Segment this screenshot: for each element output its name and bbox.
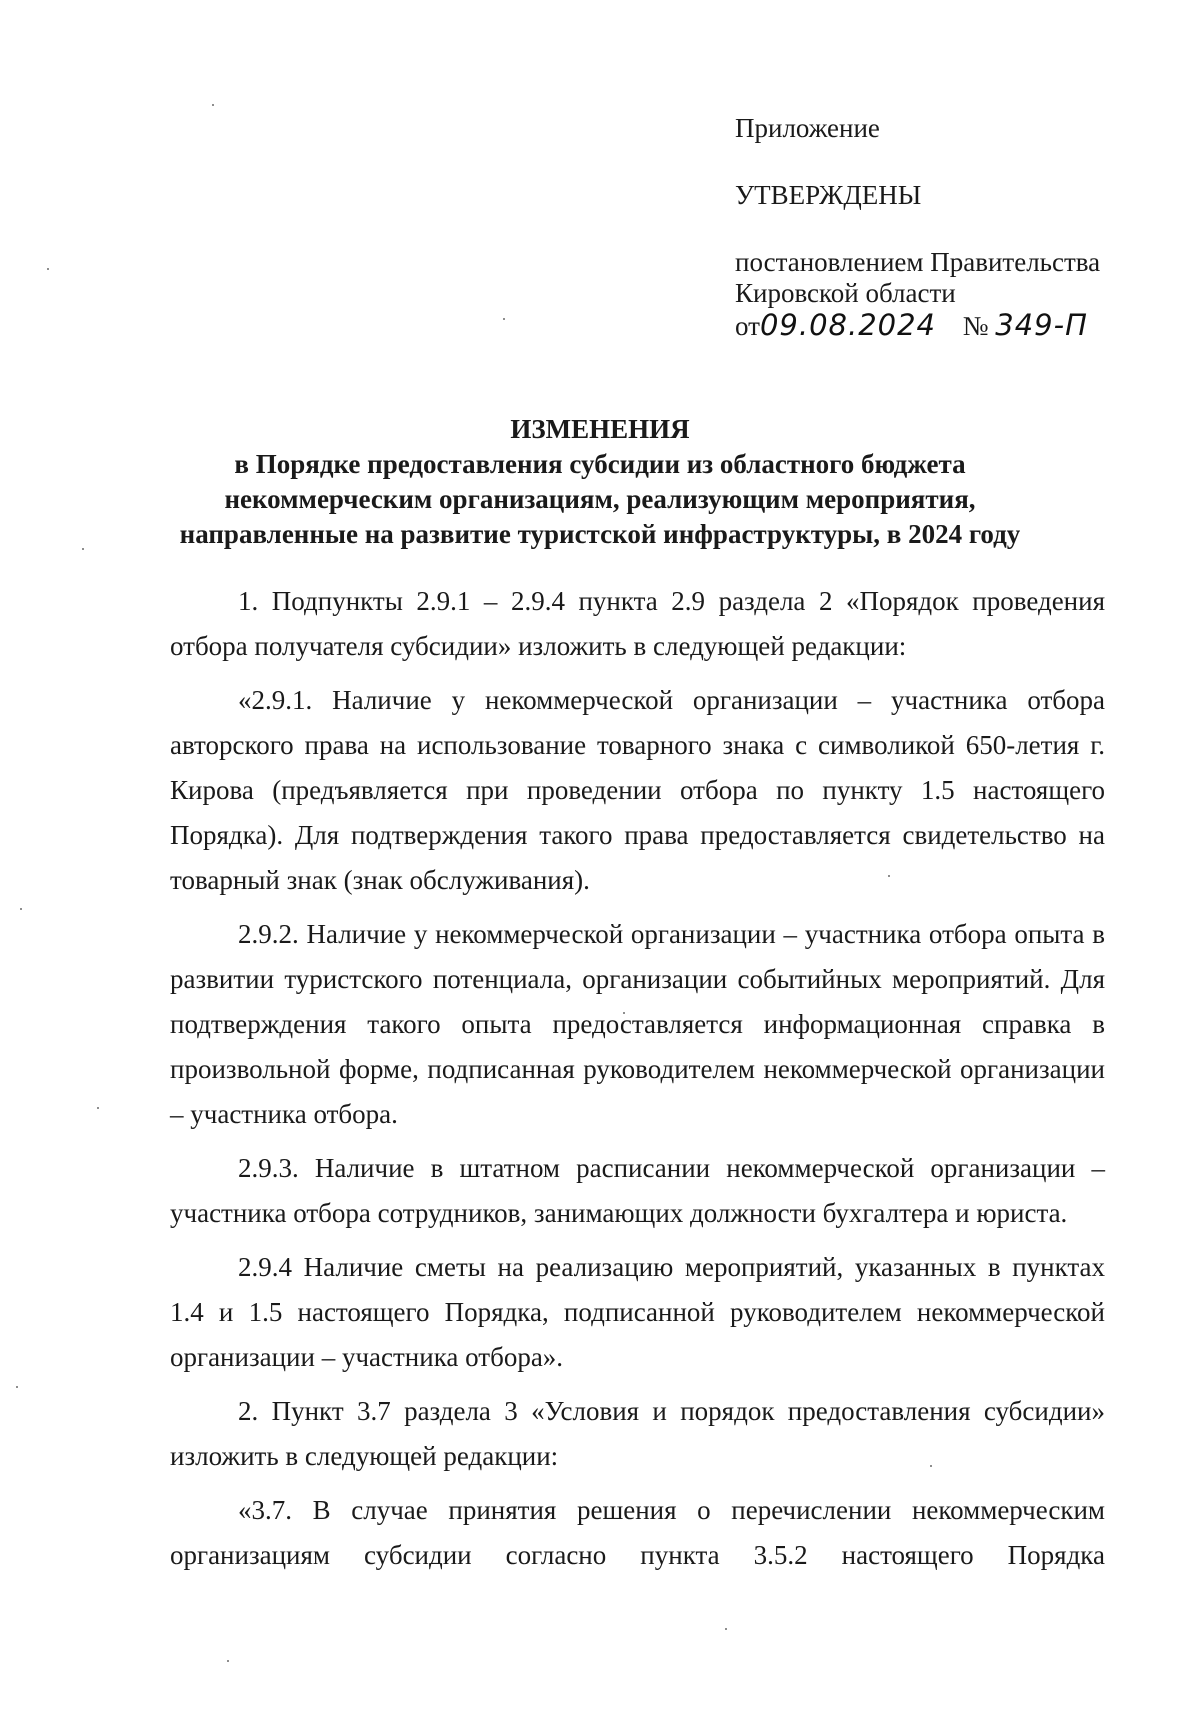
decree-date-line bbox=[735, 309, 1100, 342]
title-line: в Порядке предоставления субсидии из областного бюджета bbox=[234, 449, 966, 479]
scan-speck bbox=[16, 1386, 18, 1388]
paragraph: 2. Пункт 3.7 раздела 3 «Условия и порядок предоставления субсидии» изложить в следующей редакции: bbox=[170, 1396, 1105, 1471]
paragraph: 2.9.4 Наличие сметы на реализацию мероприятий, указанных в пунктах 1.4 и 1.5 настоящего Порядка, подписанной руководителем некоммерческой организации – участника отбора». bbox=[170, 1252, 1105, 1372]
decree-block bbox=[735, 247, 1100, 342]
number-sign: № bbox=[962, 311, 989, 342]
document-title bbox=[120, 412, 1080, 552]
document-body bbox=[170, 579, 1105, 1587]
paragraph: 2.9.2. Наличие у некоммерческой организации – участника отбора опыта в развитии туристского потенциала, организации событийных мероприятий. Для подтверждения такого опыта предоставляется информационная справка в произвольной форме, подписанная руководителем некоммерческой организации – участника отбора. bbox=[170, 919, 1105, 1129]
paragraph: 2.9.3. Наличие в штатном расписании некоммерческой организации – участника отбора сотрудников, занимающих должности бухгалтера и юриста. bbox=[170, 1153, 1105, 1228]
scan-speck bbox=[227, 1660, 229, 1662]
scan-speck bbox=[47, 268, 49, 270]
scan-speck bbox=[20, 908, 22, 910]
title-line: некоммерческим организациям, реализующим мероприятия, bbox=[224, 484, 976, 514]
scan-speck bbox=[212, 104, 214, 106]
approved-label: УТВЕРЖДЕНЫ bbox=[735, 180, 922, 210]
title-line: направленные на развитие туристской инфраструктуры, в 2024 году bbox=[179, 519, 1021, 549]
scan-speck bbox=[82, 548, 84, 550]
decree-line: постановлением Правительства bbox=[735, 247, 1101, 277]
handwritten-date: 09.08.2024 bbox=[759, 308, 936, 343]
date-prefix: от bbox=[735, 311, 760, 342]
title-line: ИЗМЕНЕНИЯ bbox=[510, 414, 690, 444]
decree-line: Кировской области bbox=[735, 278, 956, 309]
handwritten-number: 349-П bbox=[995, 308, 1088, 343]
scan-speck bbox=[97, 1107, 99, 1109]
paragraph: 1. Подпункты 2.9.1 – 2.9.4 пункта 2.9 раздела 2 «Порядок проведения отбора получателя субсидии» изложить в следующей редакции: bbox=[170, 586, 1105, 661]
scan-speck bbox=[725, 1628, 727, 1630]
appendix-label: Приложение bbox=[735, 113, 880, 143]
paragraph: «2.9.1. Наличие у некоммерческой организации – участника отбора авторского права на использование товарного знака с символикой 650-летия г. Кирова (предъявляется при проведении отбора по пункту 1.5 настоящего Порядка). Для подтверждения такого права предоставляется свидетельство на товарный знак (знак обслуживания). bbox=[170, 685, 1105, 895]
paragraph: «3.7. В случае принятия решения о перечислении некоммерческим организациям субсидии согласно пункта 3.5.2 настоящего Порядка bbox=[170, 1495, 1105, 1570]
scan-speck bbox=[503, 318, 505, 320]
